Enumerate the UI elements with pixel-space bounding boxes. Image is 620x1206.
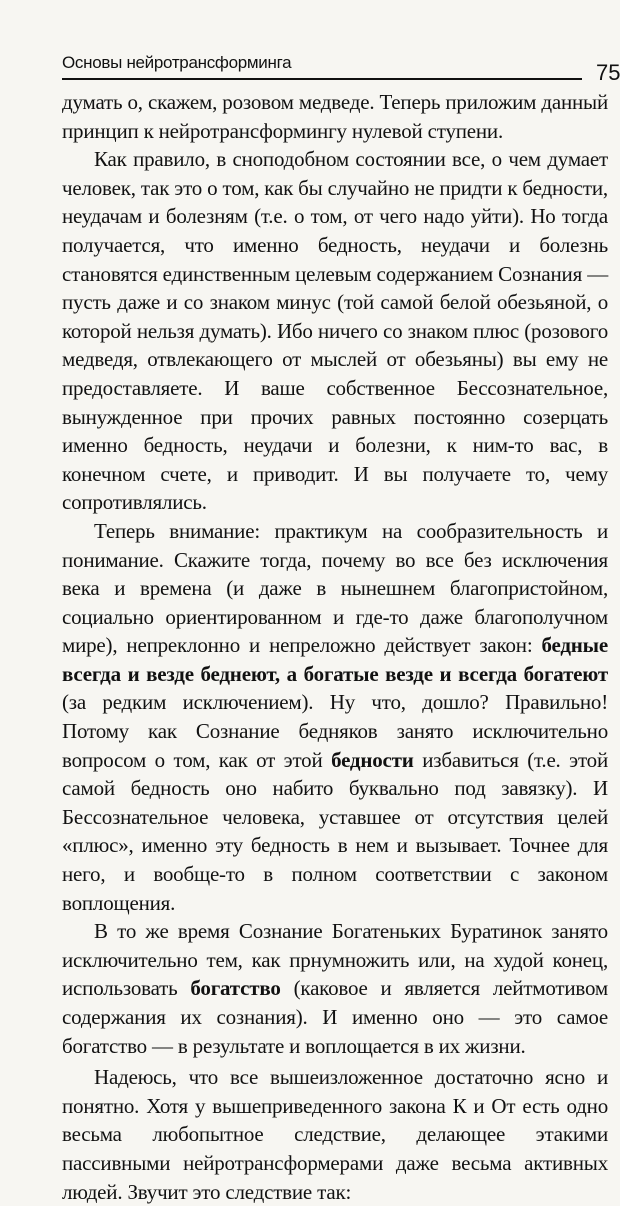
paragraph: [62, 517, 608, 917]
text-segment: Как правило, в сноподобном состоянии все, о чем думает человек, так это о том, как бы случайно не придти к бедности, неудачам и болезням (т.е. о том, от чего надо уйти). Но тогда получается, что именно бедность, неудачи и болезнь становятся единственным целевым содержанием Сознания — пусть даже и со знаком минус (той самой белой обезьяной, о которой нельзя думать). Ибо ничего со знаком плюс (розового медведя, отвлекающего от мыслей от обезьяны) вы ему не предоставляете. И ваше собственное Бессознательное, вынужденное при прочих равных постоянно созерцать именно бедность, неудачи и болезни, к ним-то вас, в конечном счете, и приводит. И вы получаете то, чему сопротивлялись.: [62, 147, 608, 515]
text-segment: В то же время Сознание Богатеньких Буратинок занято исключительно тем, как прнумножить или, на худой конец, использовать: [62, 919, 608, 1001]
bold-phrase: богатство: [190, 976, 281, 1001]
text-segment: Теперь внимание: практикум на сообразительность и понимание. Скажите тогда, почему во все без исключения века и времена (и даже в нынешнем благопристойном, социально ориентированном и где-то даже благополучном мире), непреклонно и непреложно действует закон:: [62, 518, 608, 658]
text-segment: (каковое и является лейтмотивом содержания их сознания). И именно оно — это самое богатство — в результате и воплощается в их жизни.: [62, 976, 608, 1058]
text-segment: думать о, скажем, розовом медведе. Теперь приложим данный принцип к нейротрансформингу нулевой ступени.: [62, 90, 608, 143]
text-segment: Надеюсь, что все вышеизложенное достаточно ясно и понятно. Хотя у вышеприведенного закона К и От есть одно весьма любопытное следствие, делающее этакими пассивными нейротрансформерами даже весьма активных людей. Звучит это следствие так:: [62, 1065, 608, 1204]
text-segment: (за редким исключением). Ну что, дошло? Правильно! Потому как Сознание бедняков занято исключительно вопросом о том, как от этой: [62, 690, 608, 772]
paragraph: [62, 1063, 608, 1206]
body-text: [62, 88, 608, 1206]
text-segment: избавиться (т.е. этой самой бедность оно набито буквально под завязку). И Бессознательное человека, уставшее от отсутствия целей «плюс», именно эту бедность в нем и вызывает. Точнее для него, и вообще-то в полном соответствии с законом воплощения.: [62, 747, 608, 915]
paragraph: [62, 917, 608, 1060]
paragraph: [62, 88, 608, 145]
page-number: 75: [596, 60, 620, 85]
running-title: Основы нейротрансформинга: [62, 53, 292, 72]
paragraph: [62, 145, 608, 517]
bold-phrase: бедные всегда и везде беднеют, а богатые везде и всегда богатеют: [62, 633, 608, 686]
bold-phrase: бедности: [331, 747, 414, 772]
running-head: [62, 52, 582, 80]
